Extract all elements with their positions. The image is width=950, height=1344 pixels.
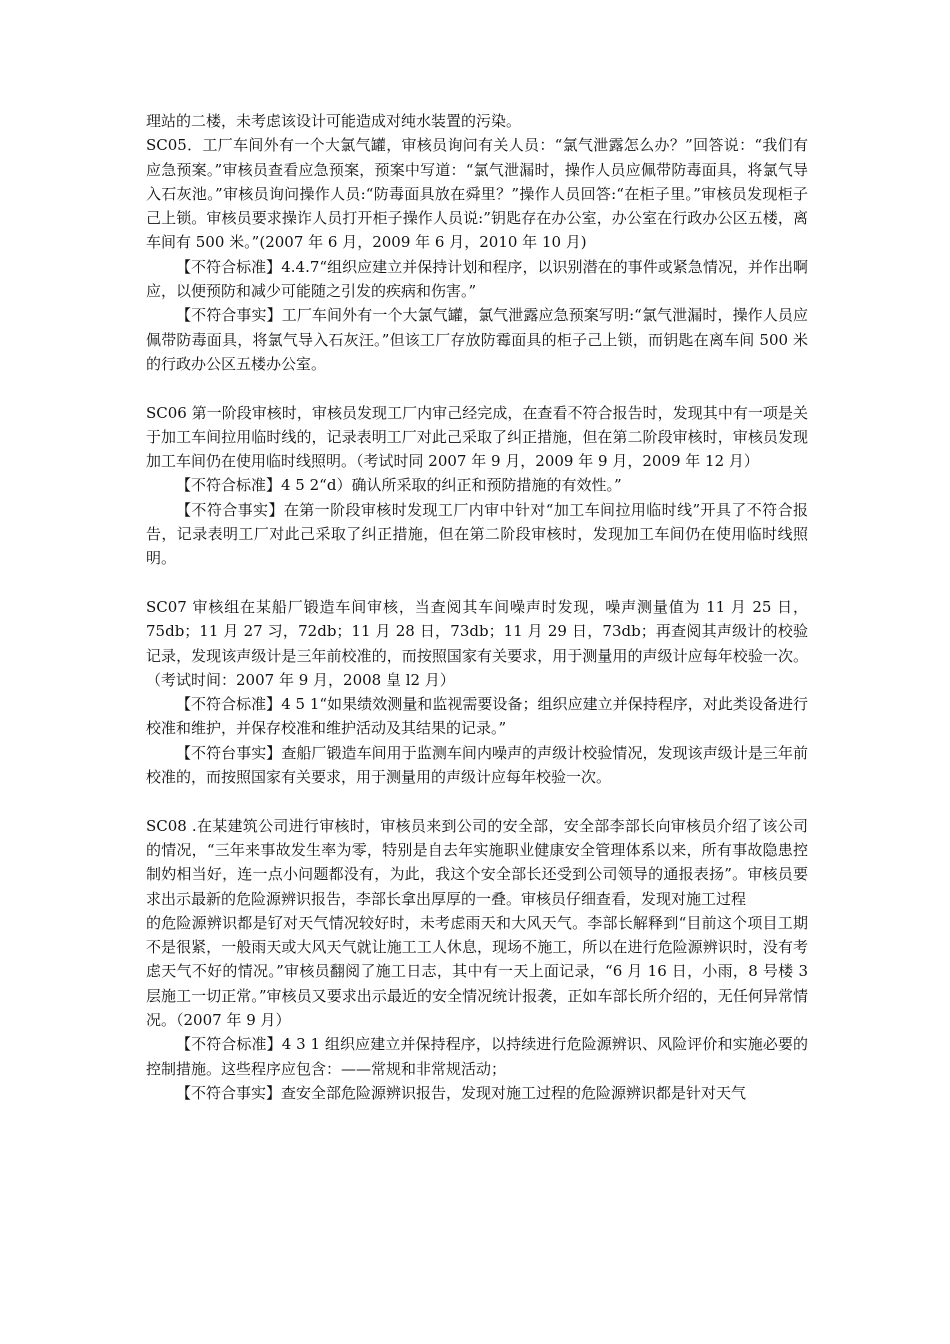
sc08-nonconformity-standard: 【不符合标准】4 3 1 组织应建立并保持程序，以持续进行危险源辨识、风险评价和实施必要的控制措施。这些程序应包含：——常规和非常规活动； — [146, 1035, 808, 1078]
case-sc06: SC06 第一阶段审核时，审核员发现工厂内审己经完成，在查看不符合报告时，发现其中有一项是关于加工车间拉用临时线的，记录表明工厂对此己采取了纠正措施，但在第二阶段审核时，审核员发现加工车间仍在使用临时线照明。（考试时同 2007 年 9 月，2009 年 9 月，2009 年 12 月） — [146, 403, 808, 471]
case-sc08-continued: 的危险源辨识都是钌对天气情况较好时，未考虑雨天和大风天气。李部长解释到“目前这个项目工期不是很紧，一般雨天或大风天气就让施工工人休息，现场不施工，所以在进行危险源辨识时，没有考虑天气不好的情况。”审核员翻阅了施工日志，其中有一天上面记录，“6 月 16 日，小雨，8 号楼 3 层施工一切正常。”审核员又要求出示最近的安全情况统计报袭，正如车部长所介绍的，无任何异常情况。（2007 年 9 月） — [146, 913, 808, 1029]
case-sc07: SC07 审核组在某船厂锻造车间审核，当查阅其车间噪声时发现，噪声测量值为 11 月 25 日，75db；11 月 27 习，72db；11 月 28 日，73db；11 月 29 日，73db；再查阅其声级计的校验记录，发现该声级计是三年前校准的，而按照国家有关要求，用于测量用的声级计应每年校验一次。（考试时间：2007 年 9 月，2008 皇 l2 月） — [146, 597, 808, 689]
sc08-nonconformity-fact: 【不符合事实】查安全部危险源辨识报告，发现对施工过程的危险源辨识都是针对天气 — [176, 1083, 747, 1102]
sc06-nonconformity-fact: 【不符合事实】在第一阶段审核时发现工厂内审中针对“加工车间拉用临时线”开具了不符合报告，记录表明工厂对此己采取了纠正措施，但在第二阶段审核时，发现加工车间仍在使用临时线照明。 — [146, 500, 808, 568]
sc07-nonconformity-fact: 【不符台事实】查船厂锻造车间用于监测车间内噪声的声级计校验情况，发现该声级计是三年前校准的，而按照国家有关要求，用于测量用的声级计应每年校验一次。 — [146, 743, 808, 787]
paragraph-gap — [146, 376, 808, 400]
paragraph-continuation: 理站的二楼，未考虑该设计可能造成对纯水装置的污染。 — [146, 112, 522, 130]
case-sc08: SC08 .在某建筑公司进行审核时，审核员来到公司的安全部，安全部李部长向审核员介绍了该公司的情况，“三年来事故发生率为零，特别是自去年实施职业健康安全管理体系以来，所有事故隐患控制妁相当好，连一点小问题都没有，为此，我这个安全部长还受到公司领导的通报表扬”。审核员要求出示最新的危险源辨识报告，李部长拿出厚厚的一叠。审核员仔细查看，发现对施工过程 — [146, 816, 808, 908]
sc05-nonconformity-standard: 【不符合标准】4.4.7“组织应建立并保持计划和程序，以识别潜在的事件或紧急情况，并作出啊应，以便预防和减少可能随之引发的疾病和伤害。” — [146, 257, 808, 301]
paragraph-gap — [146, 789, 808, 813]
sc06-nonconformity-standard: 【不符合标准】4 5 2“d）确认所采取的纠正和预防措施的有效性。” — [176, 476, 622, 495]
document-page — [146, 109, 808, 1105]
case-sc05: SC05．工厂车间外有一个大氯气罐，审核员询问有关人员：“氯气泄露怎么办？”回答说：“我们有应急预案。”审核员查看应急预案，预案中写道：“氯气泄漏时，操作人员应佩带防毒面具，将氯气导入石灰池。”审核员询问操作人员:“防毒面具放在舜里？”操作人员回答:“在柜子里。”审核员发现柜子己上锁。审核员要求操诈人员打开柜子操作人员说:”钥匙存在办公室，办公室在行政办公区五楼，离车间有 500 米。”(2007 年 6 月，2009 年 6 月，2010 年 10 月) — [146, 136, 808, 252]
sc07-nonconformity-standard: 【不符合标准】4 5 1“如果绩效测量和监视需要设备；组织应建立并保持程序，对此类设备进行校准和维护，并保存校准和维护活动及其结果的记录。” — [146, 695, 808, 738]
sc05-nonconformity-fact: 【不符合事实】工厂车间外有一个大氯气罐，氯气泄露应急预案写明:“氯气泄漏时，操作人员应佩带防毒面具，将氯气导入石灰汪。”但该工厂存放防霉面具的柜子己上锁，而钥匙在离车间 500 米的行政办公区五楼办公室。 — [146, 306, 808, 373]
paragraph-gap — [146, 571, 808, 595]
